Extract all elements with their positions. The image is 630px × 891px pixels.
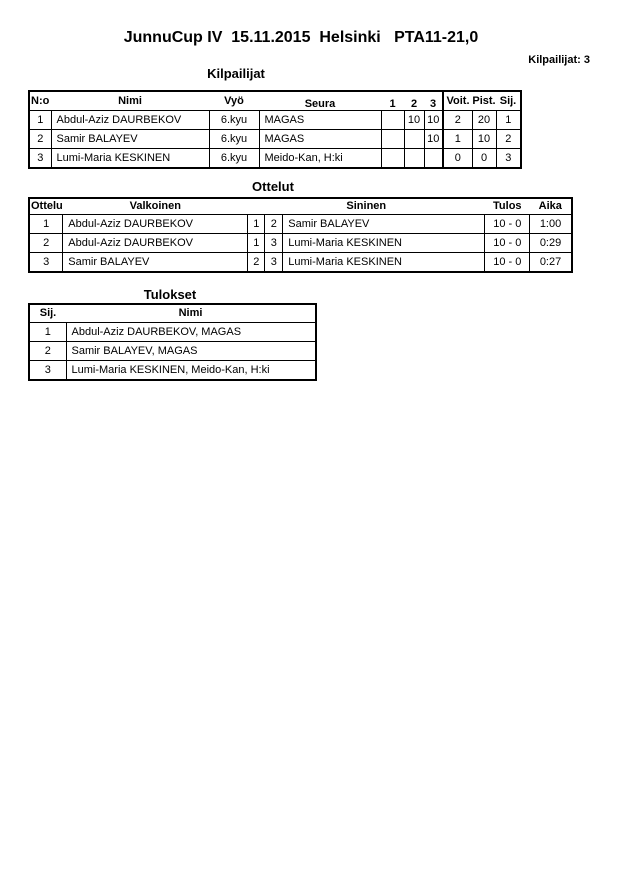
cell-match-no: 1 xyxy=(29,215,63,234)
cell-voit: 1 xyxy=(443,130,472,149)
col-header-valkoinen: Valkoinen xyxy=(63,198,248,215)
cell-round-3: 10 xyxy=(424,111,443,130)
cell-seura: MAGAS xyxy=(259,130,381,149)
table-row xyxy=(29,130,521,149)
cell-name-club: Lumi-Maria KESKINEN, Meido-Kan, H:ki xyxy=(66,361,316,381)
cell-round-2 xyxy=(404,149,424,169)
cell-name-club: Samir BALAYEV, MAGAS xyxy=(66,342,316,361)
cell-nimi: Lumi-Maria KESKINEN xyxy=(51,149,209,169)
col-header-sij: Sij. xyxy=(29,304,66,323)
cell-vyo: 6.kyu xyxy=(209,111,259,130)
table-row xyxy=(29,215,572,234)
cell-match-no: 2 xyxy=(29,234,63,253)
col-header-sininen: Sininen xyxy=(248,198,485,215)
table-row xyxy=(29,149,521,169)
cell-white-name: Abdul-Aziz DAURBEKOV xyxy=(63,234,248,253)
cell-round-1 xyxy=(381,130,404,149)
table-row xyxy=(29,234,572,253)
cell-time: 0:27 xyxy=(530,253,572,273)
cell-time: 1:00 xyxy=(530,215,572,234)
cell-no: 1 xyxy=(29,111,51,130)
col-header-aika: Aika xyxy=(530,198,572,215)
results-table xyxy=(28,303,317,381)
cell-time: 0:29 xyxy=(530,234,572,253)
table-header-row xyxy=(29,304,316,323)
table-header-row xyxy=(29,91,521,111)
col-header-no: N:o xyxy=(29,91,51,111)
cell-white-name: Samir BALAYEV xyxy=(63,253,248,273)
cell-pist: 20 xyxy=(472,111,496,130)
cell-round-1 xyxy=(381,149,404,169)
col-header-nimi: Nimi xyxy=(51,91,209,111)
cell-vyo: 6.kyu xyxy=(209,130,259,149)
col-header-round-3: 3 xyxy=(424,91,443,111)
cell-blue-no: 2 xyxy=(265,215,283,234)
cell-match-no: 3 xyxy=(29,253,63,273)
matches-table xyxy=(28,197,573,273)
cell-round-2: 10 xyxy=(404,111,424,130)
col-header-ottelu: Ottelu xyxy=(29,198,63,215)
table-header-row xyxy=(29,198,572,215)
cell-blue-no: 3 xyxy=(265,234,283,253)
cell-no: 2 xyxy=(29,130,51,149)
cell-white-name: Abdul-Aziz DAURBEKOV xyxy=(63,215,248,234)
cell-pist: 0 xyxy=(472,149,496,169)
cell-voit: 0 xyxy=(443,149,472,169)
table-row xyxy=(29,361,316,381)
cell-round-3 xyxy=(424,149,443,169)
cell-sij: 2 xyxy=(496,130,521,149)
cell-blue-name: Lumi-Maria KESKINEN xyxy=(283,234,485,253)
cell-no: 3 xyxy=(29,149,51,169)
cell-nimi: Abdul-Aziz DAURBEKOV xyxy=(51,111,209,130)
cell-white-no: 2 xyxy=(248,253,265,273)
competitors-count-label: Kilpailijat: 3 xyxy=(528,54,590,66)
cell-white-no: 1 xyxy=(248,234,265,253)
cell-pist: 10 xyxy=(472,130,496,149)
table-row xyxy=(29,323,316,342)
cell-seura: MAGAS xyxy=(259,111,381,130)
col-header-voit: Voit. xyxy=(443,91,472,111)
cell-round-1 xyxy=(381,111,404,130)
cell-blue-name: Samir BALAYEV xyxy=(283,215,485,234)
competitors-table xyxy=(28,90,522,169)
cell-sij: 3 xyxy=(496,149,521,169)
col-header-sij: Sij. xyxy=(496,91,521,111)
col-header-seura: Seura xyxy=(259,91,381,111)
cell-nimi: Samir BALAYEV xyxy=(51,130,209,149)
section-title-kilpailijat: Kilpailijat xyxy=(207,66,265,81)
cell-round-3: 10 xyxy=(424,130,443,149)
col-header-vyo: Vyö xyxy=(209,91,259,111)
cell-white-no: 1 xyxy=(248,215,265,234)
section-title-tulokset: Tulokset xyxy=(143,287,197,302)
cell-seura: Meido-Kan, H:ki xyxy=(259,149,381,169)
table-row xyxy=(29,342,316,361)
cell-round-2 xyxy=(404,130,424,149)
table-row xyxy=(29,111,521,130)
cell-score: 10 - 0 xyxy=(485,253,530,273)
cell-name-club: Abdul-Aziz DAURBEKOV, MAGAS xyxy=(66,323,316,342)
cell-rank: 1 xyxy=(29,323,66,342)
cell-rank: 2 xyxy=(29,342,66,361)
col-header-round-1: 1 xyxy=(381,91,404,111)
cell-blue-no: 3 xyxy=(265,253,283,273)
cell-score: 10 - 0 xyxy=(485,234,530,253)
col-header-pist: Pist. xyxy=(472,91,496,111)
table-row xyxy=(29,253,572,273)
section-title-ottelut: Ottelut xyxy=(252,179,294,194)
cell-rank: 3 xyxy=(29,361,66,381)
cell-blue-name: Lumi-Maria KESKINEN xyxy=(283,253,485,273)
cell-vyo: 6.kyu xyxy=(209,149,259,169)
cell-score: 10 - 0 xyxy=(485,215,530,234)
cell-voit: 2 xyxy=(443,111,472,130)
cell-sij: 1 xyxy=(496,111,521,130)
col-header-tulos: Tulos xyxy=(485,198,530,215)
col-header-round-2: 2 xyxy=(404,91,424,111)
page-title: JunnuCup IV 15.11.2015 Helsinki PTA11-21,0 xyxy=(123,29,479,46)
col-header-nimi: Nimi xyxy=(66,304,316,323)
